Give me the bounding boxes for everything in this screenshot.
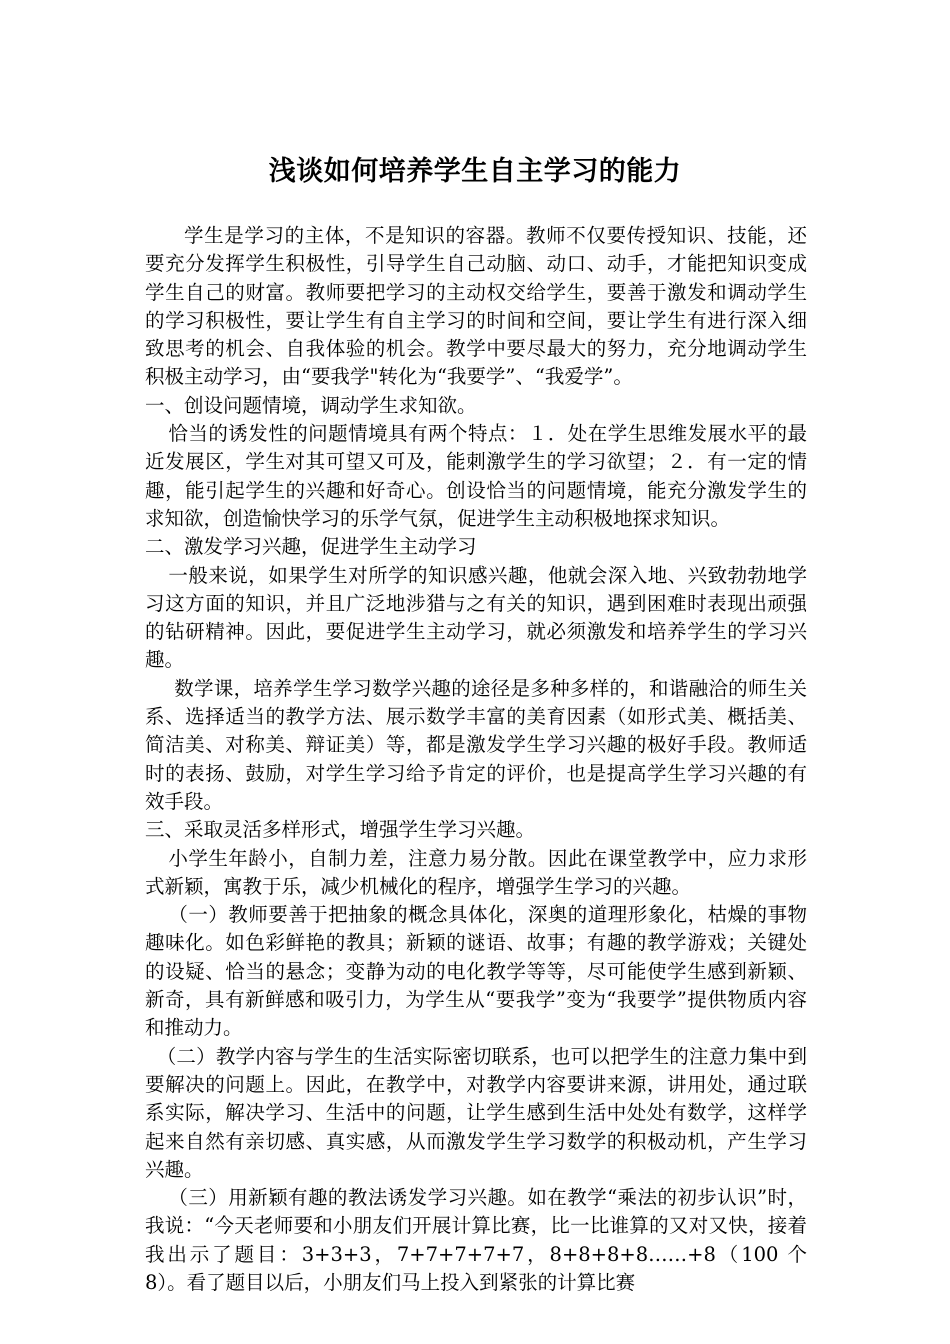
document-body [145, 222, 807, 1297]
paragraph-subsection-3: （三）用新颖有趣的教法诱发学习兴趣。如在教学“乘法的初步认识”时，我说：“今天老师要和小朋友们开展计算比赛，比一比谁算的又对又快，接着我出示了题目：3+3+3，7+7+7+7+7，8+8+8+8……+8（100 个 8）。看了题目以后，小朋友们马上投入到紧张的计算比赛 [145, 1186, 807, 1294]
section-heading-2: 二、激发学习兴趣，促进学生主动学习 [145, 535, 477, 559]
section-heading-1: 一、创设问题情境，调动学生求知欲。 [145, 393, 477, 417]
section-heading-3: 三、采取灵活多样形式，增强学生学习兴趣。 [145, 818, 536, 842]
paragraph-interest: 一般来说，如果学生对所学的知识感兴趣，他就会深入地、兴致勃勃地学习这方面的知识，并且广泛地涉猎与之有关的知识，遇到困难时表现出顽强的钻研精神。因此，要促进学生主动学习，就必须激发和培养学生的学习兴趣。 [145, 563, 807, 672]
paragraph-intro: 学生是学习的主体，不是知识的容器。教师不仅要传授知识、技能，还要充分发挥学生积极性，引导学生自己动脑、动口、动手，才能把知识变成学生自己的财富。教师要把学习的主动权交给学生，要善于激发和调动学生的学习积极性，要让学生有自主学习的时间和空间，要让学生有进行深入细致思考的机会、自我体验的机会。教学中要尽最大的努力，充分地调动学生积极主动学习，由“要我学"转化为“我要学”、“我爱学”。 [145, 224, 807, 389]
paragraph-problem-situation: 恰当的诱发性的问题情境具有两个特点：１．处在学生思维发展水平的最近发展区，学生对其可望又可及，能刺激学生的学习欲望；２．有一定的情趣，能引起学生的兴趣和好奇心。创设恰当的问题情境，能充分激发学生的求知欲，创造愉快学习的乐学气氛，促进学生主动积极地探求知识。 [145, 422, 807, 530]
paragraph-subsection-1: （一）教师要善于把抽象的概念具体化，深奥的道理形象化，枯燥的事物趣味化。如色彩鲜艳的教具；新颖的谜语、故事；有趣的教学游戏；关键处的设疑、恰当的悬念；变静为动的电化教学等等，尽可能使学生感到新颖、新奇，具有新鲜感和吸引力，为学生从“要我学”变为“我要学”提供物质内容和推动力。 [145, 903, 807, 1040]
paragraph-math-class: 数学课，培养学生学习数学兴趣的途径是多种多样的，和谐融洽的师生关系、选择适当的教学方法、展示数学丰富的美育因素（如形式美、概括美、简洁美、对称美、辩证美）等，都是激发学生学习兴趣的极好手段。教师适时的表扬、鼓励，对学生学习给予肯定的评价，也是提高学生学习兴趣的有效手段。 [145, 676, 807, 813]
document-title: 浅谈如何培养学生自主学习的能力 [268, 156, 682, 187]
paragraph-subsection-2: （二）教学内容与学生的生活实际密切联系，也可以把学生的注意力集中到要解决的问题上。因此，在教学中，对教学内容要讲来源，讲用处，通过联系实际，解决学习、生活中的问题，让学生感到生活中处处有数学，这样学起来自然有亲切感、真实感，从而激发学生学习数学的积极动机，产生学习兴趣。 [145, 1044, 807, 1181]
paragraph-young-students: 小学生年龄小，自制力差，注意力易分散。因此在课堂教学中，应力求形式新颖，寓教于乐，减少机械化的程序，增强学生学习的兴趣。 [145, 846, 807, 898]
